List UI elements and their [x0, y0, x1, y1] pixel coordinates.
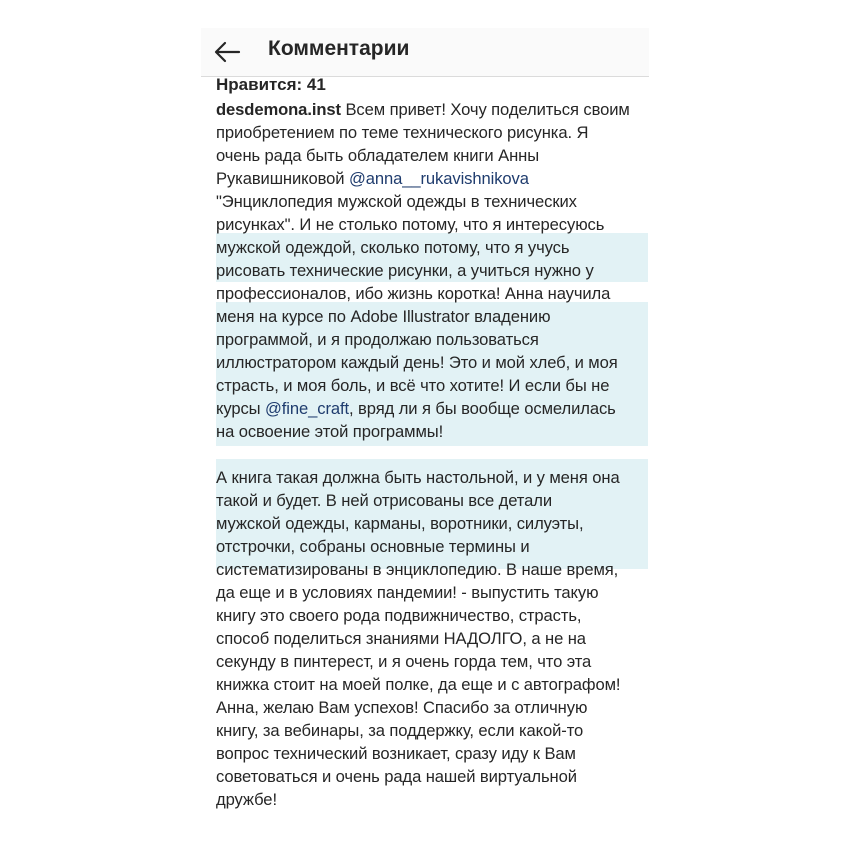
- comment-line: мужской одежды, карманы, воротники, силуэты,: [216, 514, 584, 533]
- comment-line: советоваться и очень рада нашей виртуальной: [216, 767, 577, 786]
- comment-line: такой и будет. В ней отрисованы все детали: [216, 491, 553, 510]
- comment-line: вопрос технический возникает, сразу иду к Вам: [216, 744, 576, 763]
- comment-line: курсы @fine_craft, вряд ли я бы вообще осмелилась: [216, 399, 616, 418]
- comment-line: книжка стоит на моей полке, да еще и с автографом!: [216, 675, 621, 694]
- page-title: Комментарии: [268, 37, 410, 60]
- comment-line: А книга такая должна быть настольной, и у меня она: [216, 468, 620, 487]
- comment-line: секунду в пинтерест, и я очень горда тем, что эта: [216, 652, 592, 671]
- header-bar: [201, 28, 649, 77]
- comment-line: приобретением по теме технического рисунка. Я: [216, 123, 589, 142]
- arrow-left-icon[interactable]: [211, 36, 243, 68]
- comment-line: меня на курсе по Adobe Illustrator владению: [216, 307, 551, 326]
- comment-username[interactable]: desdemona.inst: [216, 100, 341, 119]
- comment-line: да еще и в условиях пандемии! - выпустить такую: [216, 583, 599, 602]
- comment-line: на освоение этой программы!: [216, 422, 444, 441]
- comment-line: книгу это своего рода подвижничество, страсть,: [216, 606, 582, 625]
- comment-line: Анна, желаю Вам успехов! Спасибо за отличную: [216, 698, 588, 717]
- comment-line: страсть, и моя боль, и всё что хотите! И если бы не: [216, 376, 610, 395]
- mention-link[interactable]: @fine_craft: [265, 399, 350, 418]
- comment-line: рисунках". И не столько потому, что я интересуюсь: [216, 215, 605, 234]
- comment-line: профессионалов, ибо жизнь коротка! Анна научила: [216, 284, 611, 303]
- comment-line: способ поделиться знаниями НАДОЛГО, а не на: [216, 629, 586, 648]
- comment-line: desdemona.inst Всем привет! Хочу поделиться своим: [216, 100, 630, 119]
- comment-line: Рукавишниковой @anna__rukavishnikova: [216, 169, 529, 188]
- comment-line: дружбе!: [216, 790, 277, 809]
- likes-count[interactable]: Нравится: 41: [216, 75, 326, 94]
- comment-line: рисовать технические рисунки, а учиться нужно у: [216, 261, 594, 280]
- comment-line: систематизированы в энциклопедию. В наше время,: [216, 560, 619, 579]
- comments-screen: [201, 28, 649, 828]
- mention-link[interactable]: @anna__rukavishnikova: [348, 169, 529, 188]
- comment-line: очень рада быть обладателем книги Анны: [216, 146, 540, 165]
- comment-line: программой, и я продолжаю пользоваться: [216, 330, 539, 349]
- comment-line: отстрочки, собраны основные термины и: [216, 537, 530, 556]
- comment-line: "Энциклопедия мужской одежды в технических: [216, 192, 577, 211]
- comment-line: иллюстратором каждый день! Это и мой хлеб, и моя: [216, 353, 618, 372]
- paragraph-gap: [216, 443, 648, 466]
- comment-line: книгу, за вебинары, за поддержку, если какой-то: [216, 721, 584, 740]
- comment-line: мужской одеждой, сколько потому, что я учусь: [216, 238, 570, 257]
- comment-body: [216, 98, 648, 811]
